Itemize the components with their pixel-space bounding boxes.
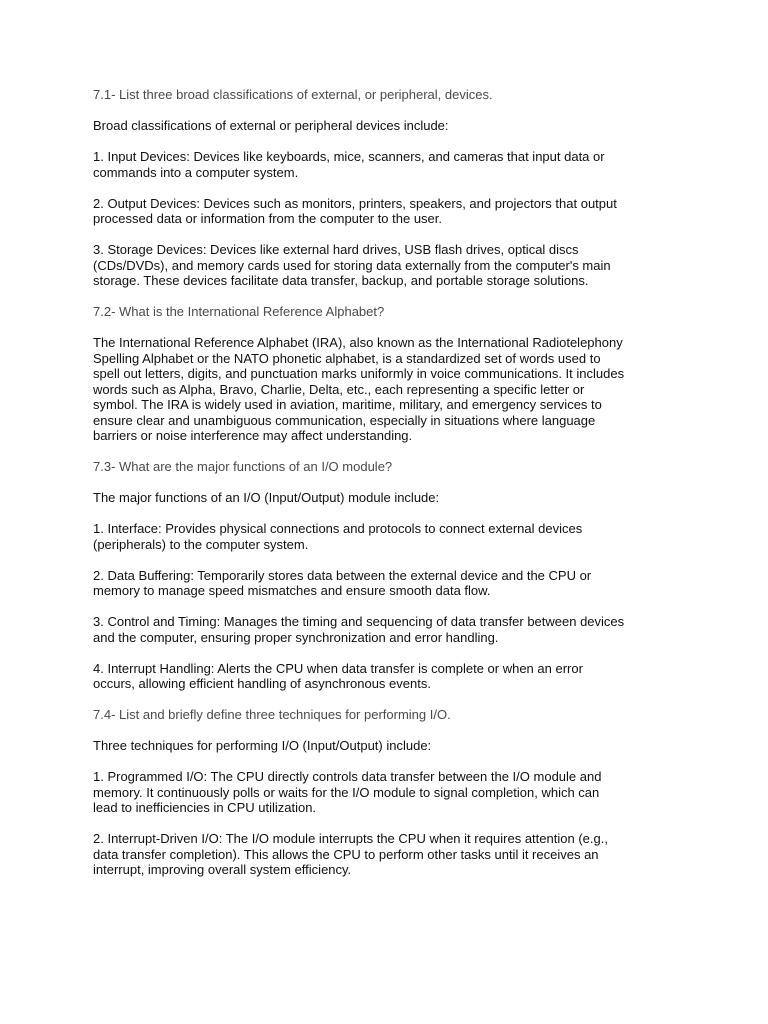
text-line: 4. Interrupt Handling: Alerts the CPU when data transfer is complete or when an error	[93, 660, 583, 676]
answer-intro: Three techniques for performing I/O (Input/Output) include:	[93, 738, 432, 753]
answer-paragraph	[93, 521, 683, 552]
text-line: 2. Interrupt-Driven I/O: The I/O module interrupts the CPU when it requires attention (e.g.,	[93, 831, 608, 846]
document-page	[93, 87, 683, 893]
question-heading: 7.3- What are the major functions of an I/O module?	[93, 459, 393, 474]
text-line: symbol. The IRA is widely used in aviation, maritime, military, and emergency services to	[93, 397, 602, 412]
question-heading: 7.2- What is the International Reference Alphabet?	[93, 304, 385, 319]
text-line: spell out letters, digits, and punctuation marks uniformly in voice communications. It includes	[93, 366, 625, 381]
text-line: lead to inefficiencies in CPU utilization.	[93, 800, 317, 815]
answer-paragraph	[93, 568, 683, 599]
answer-paragraph	[93, 335, 683, 444]
text-line: 2. Output Devices: Devices such as monitors, printers, speakers, and projectors that output	[93, 195, 617, 211]
text-line: memory to manage speed mismatches and ensure smooth data flow.	[93, 583, 491, 598]
text-line: ensure clear and unambiguous communication, especially in situations where language	[93, 412, 596, 428]
answer-paragraph	[93, 769, 683, 816]
answer-paragraph	[93, 149, 683, 180]
text-line: The International Reference Alphabet (IRA), also known as the International Radiotelephony	[93, 335, 623, 350]
text-line: 1. Interface: Provides physical connections and protocols to connect external devices	[93, 521, 583, 536]
text-line: data transfer completion). This allows the CPU to perform other tasks until it receives an	[93, 846, 599, 862]
text-line: 1. Programmed I/O: The CPU directly controls data transfer between the I/O module and	[93, 769, 602, 784]
text-line: interrupt, improving overall system efficiency.	[93, 862, 352, 877]
text-line: 3. Control and Timing: Manages the timing and sequencing of data transfer between devices	[93, 614, 625, 629]
text-line: commands into a computer system.	[93, 164, 299, 180]
text-line: (CDs/DVDs), and memory cards used for storing data externally from the computer's main	[93, 257, 611, 273]
answer-paragraph	[93, 661, 683, 692]
text-line: memory. It continuously polls or waits for the I/O module to signal completion, which can	[93, 784, 600, 800]
text-line: 2. Data Buffering: Temporarily stores data between the external device and the CPU or	[93, 567, 592, 583]
text-line: 1. Input Devices: Devices like keyboards, mice, scanners, and cameras that input data or	[93, 149, 605, 164]
text-line: and the computer, ensuring proper synchronization and error handling.	[93, 629, 499, 645]
text-line: barriers or noise interference may affect understanding.	[93, 428, 413, 443]
answer-paragraph	[93, 614, 683, 645]
answer-intro: Broad classifications of external or peripheral devices include:	[93, 118, 449, 133]
text-line: processed data or information from the computer to the user.	[93, 211, 443, 226]
text-line: occurs, allowing efficient handling of asynchronous events.	[93, 676, 431, 691]
answer-paragraph	[93, 196, 683, 227]
text-line: storage. These devices facilitate data transfer, backup, and portable storage solutions.	[93, 273, 589, 288]
text-line: (peripherals) to the computer system.	[93, 536, 309, 552]
answer-paragraph	[93, 242, 683, 289]
question-heading: 7.1- List three broad classifications of external, or peripheral, devices.	[93, 87, 493, 102]
answer-paragraph	[93, 831, 683, 878]
text-line: 3. Storage Devices: Devices like external hard drives, USB flash drives, optical discs	[93, 242, 579, 257]
answer-intro: The major functions of an I/O (Input/Output) module include:	[93, 490, 440, 505]
question-heading: 7.4- List and briefly define three techniques for performing I/O.	[93, 707, 451, 722]
text-line: words such as Alpha, Bravo, Charlie, Delta, etc., each representing a specific letter or	[93, 381, 585, 397]
text-line: Spelling Alphabet or the NATO phonetic alphabet, is a standardized set of words used to	[93, 350, 601, 366]
